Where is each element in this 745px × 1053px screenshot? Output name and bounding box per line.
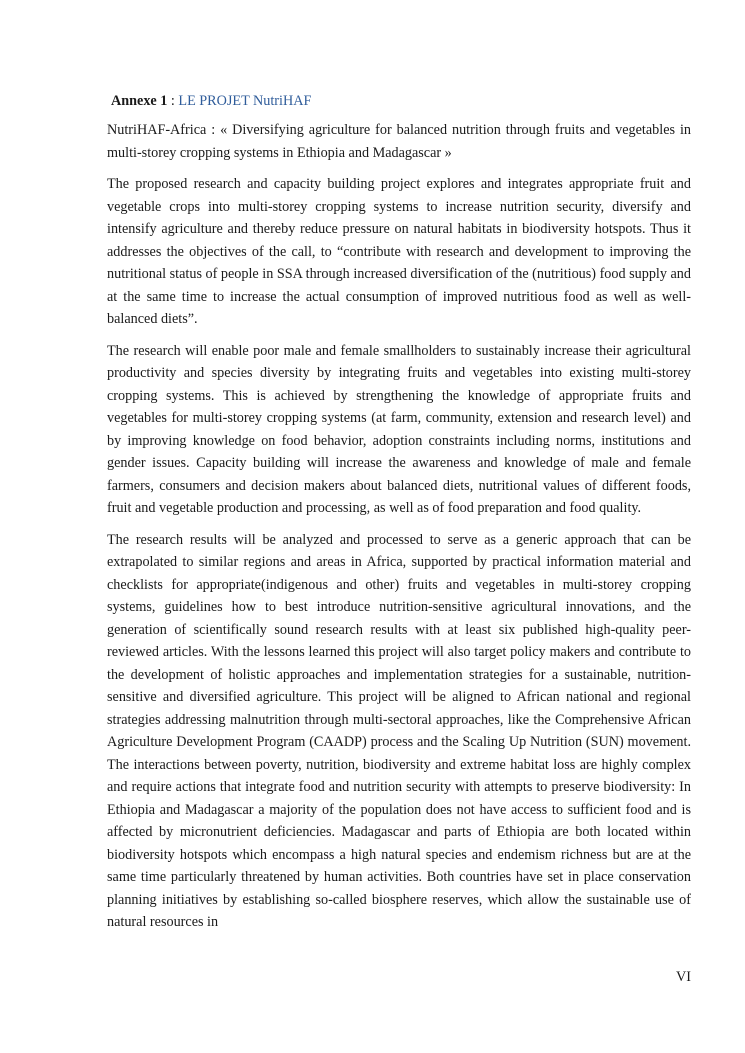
annex-separator: :: [167, 93, 179, 109]
document-page: [107, 91, 691, 943]
page-number: VI: [676, 969, 691, 985]
annex-heading: [111, 91, 691, 111]
annex-label: Annexe 1: [111, 93, 168, 109]
annex-project-title: LE PROJET NutriHAF: [178, 93, 312, 109]
body-paragraph: The research will enable poor male and female smallholders to sustainably increase their agricultural productivity and species diversity by integrating fruits and vegetables into existing multi-storey cropping systems. This is achieved by strengthening the knowledge of appropriate fruits and vegetables for multi-storey cropping systems (at farm, community, extension and research level) and by improving knowledge on food behavior, adoption constraints including norms, institutions and gender issues. Capacity building will increase the awareness and knowledge of male and female farmers, consumers and decision makers about balanced diets, nutritional values of different foods, fruit and vegetable production and processing, as well as of food preparation and food quality.: [107, 342, 691, 516]
body-paragraph: The proposed research and capacity building project explores and integrates appropriate fruit and vegetable crops into multi-storey cropping systems to increase nutrition security, diversify and intensify agriculture and thereby reduce pressure on natural habitats in biodiversity hotspots. Thus it addresses the objectives of the call, to “contribute with research and development to improving the nutritional status of people in SSA through increased diversification of the (nutritious) food supply and at the same time to increase the actual consumption of improved nutritious food as well as well-balanced diets”.: [107, 176, 691, 327]
body-paragraph: The research results will be analyzed and processed to serve as a generic approach that can be extrapolated to similar regions and areas in Africa, supported by practical information material and checklists for appropriate(indigenous and other) fruits and vegetables in multi-storey cropping systems, guidelines how to best introduce nutrition-sensitive agricultural innovations, and the generation of scientifically sound research results with at least six published high-quality peer-reviewed articles. With the lessons learned this project will also target policy makers and contribute to the development of holistic approaches and implementation strategies for a sustainable, nutrition-sensitive and diversified agriculture. This project will be aligned to African national and regional strategies addressing malnutrition through multi-sectoral approaches, like the Comprehensive African Agriculture Development Program (CAADP) process and the Scaling Up Nutrition (SUN) movement. The interactions between poverty, nutrition, biodiversity and extreme habitat loss are highly complex and require actions that integrate food and nutrition security with attempts to preserve biodiversity: In Ethiopia and Madagascar a majority of the population does not have access to sufficient food and is affected by micronutrient deficiencies. Madagascar and parts of Ethiopia are both located within biodiversity hotspots which encompass a high natural species and endemism richness but are at the same time particularly threatened by human activities. Both countries have set in place conservation planning initiatives by establishing so-called biosphere reserves, which allow the sustainable use of natural resources in: [107, 531, 691, 930]
project-title-paragraph: NutriHAF-Africa : « Diversifying agriculture for balanced nutrition through fruits and vegetables in multi-storey cropping systems in Ethiopia and Madagascar »: [107, 122, 691, 161]
